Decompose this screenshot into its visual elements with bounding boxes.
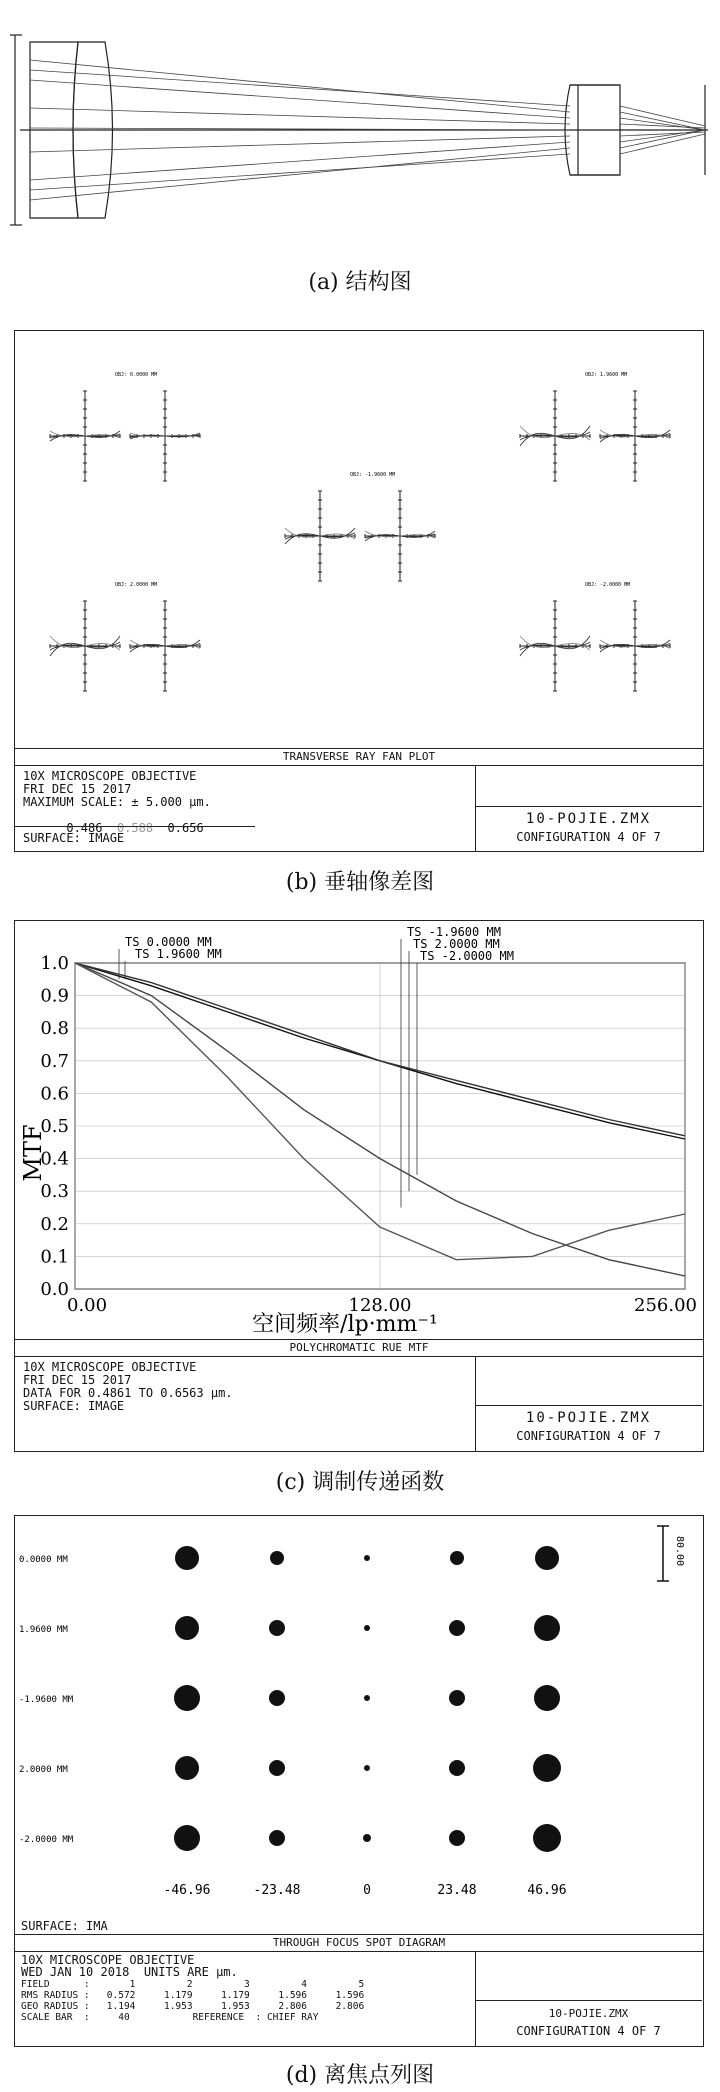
tangential-fan [285, 491, 355, 581]
ray-fan-pair [50, 582, 200, 691]
figure-d-caption: (d) 离焦点列图 [285, 2063, 435, 2088]
mtf-y-tick-label: 0.2 [40, 1213, 69, 1235]
scale-bar [657, 1526, 669, 1581]
mtf-file: 10-POJIE.ZMX [525, 1410, 652, 1426]
spot-col-label: -46.96 [163, 1883, 211, 1898]
mtf-x-tick-label: 128.00 [348, 1295, 412, 1316]
ray-fan-pair [285, 472, 435, 581]
tangential-fan [50, 391, 120, 481]
spot-file: 10-POJIE.ZMX [548, 2007, 629, 2020]
ray-fan-field-label: OBJ: 1.9600 MM [585, 372, 628, 378]
wavelength-1: 0.486 [66, 821, 103, 835]
spot [533, 1824, 561, 1852]
mtf-info-line1: 10X MICROSCOPE OBJECTIVE [23, 1360, 197, 1374]
ray-fan-field-label: OBJ: 0.0000 MM [115, 372, 158, 378]
spot [364, 1765, 370, 1771]
spot [364, 1625, 370, 1631]
sagittal-fan [130, 391, 200, 481]
spot [175, 1616, 199, 1640]
tangential-fan [520, 391, 590, 481]
spot [175, 1546, 199, 1570]
ray-fan-plot-area [15, 331, 702, 751]
spot [364, 1555, 370, 1561]
mtf-y-tick-label: 0.0 [40, 1279, 69, 1300]
spot [449, 1690, 465, 1706]
mtf-x-axis-label: 空间频率/lp·mm⁻¹ [252, 1312, 438, 1337]
spot-row-label: 2.0000 MM [19, 1765, 68, 1775]
mtf-y-tick-label: 0.9 [40, 985, 69, 1007]
ray-fan-info-box [15, 766, 476, 852]
spot [270, 1551, 284, 1565]
sagittal-fan [600, 601, 670, 691]
mtf-y-tick-label: 0.3 [40, 1181, 69, 1203]
ray-fan-info-line3: MAXIMUM SCALE: ± 5.000 µm. [23, 795, 211, 809]
ray-fan-file: 10-POJIE.ZMX [525, 811, 652, 827]
tangential-fan [520, 601, 590, 691]
tangential-fan [50, 601, 120, 691]
ray-fan-pair [520, 582, 670, 691]
mtf-y-tick-label: 0.5 [40, 1116, 69, 1137]
ray-fan-panel [14, 330, 704, 852]
spot-row-label: -1.9600 MM [19, 1695, 74, 1705]
spot [450, 1551, 464, 1565]
figure-b-caption: (b) 垂轴像差图 [285, 870, 435, 895]
spot-col-label: 0 [363, 1883, 371, 1898]
mtf-y-tick-label: 1.0 [40, 953, 69, 974]
spot-col-label: 46.96 [527, 1883, 567, 1898]
mtf-config: CONFIGURATION 4 OF 7 [516, 1429, 661, 1443]
spot [269, 1690, 285, 1706]
mtf-chart [15, 921, 702, 1341]
ray-fan-surface: SURFACE: IMAGE [23, 831, 125, 845]
spot [269, 1620, 285, 1636]
spot-info-line1: 10X MICROSCOPE OBJECTIVE [21, 1953, 195, 1967]
mtf-legend-ts1: TS 0.0000 MM [125, 935, 212, 949]
ray-fan-field-label: OBJ: -1.9600 MM [350, 472, 396, 478]
spot [269, 1830, 285, 1846]
mtf-title: POLYCHROMATIC RUE MTF [15, 1339, 703, 1357]
mtf-info-line3: DATA FOR 0.4861 TO 0.6563 µm. [23, 1386, 233, 1400]
spot [449, 1830, 465, 1846]
spot [363, 1834, 371, 1842]
spot-row-label: 1.9600 MM [19, 1625, 68, 1635]
mtf-legend-ts2: TS 1.9600 MM [135, 947, 222, 961]
ray-fan-field-label: OBJ: 2.0000 MM [115, 582, 158, 588]
spot [269, 1760, 285, 1776]
mtf-legend-ts4: TS 2.0000 MM [413, 937, 500, 951]
mtf-y-axis-label: MTF [19, 1124, 47, 1182]
mtf-y-tick-label: 0.6 [40, 1083, 69, 1105]
mtf-info-line4: SURFACE: IMAGE [23, 1399, 125, 1413]
ray-fan-pair [520, 372, 670, 481]
ray-fan-config: CONFIGURATION 4 OF 7 [516, 830, 661, 844]
spot [534, 1615, 560, 1641]
mtf-info-box [15, 1357, 476, 1452]
spot-info-box [15, 1952, 476, 2047]
ray-fan-pair [50, 372, 200, 481]
sagittal-fan [130, 601, 200, 691]
sagittal-fan [600, 391, 670, 481]
sagittal-fan [365, 491, 435, 581]
wavelength-3: 0.656 [167, 821, 204, 835]
spot-row-label: -2.0000 MM [19, 1835, 74, 1845]
wavelength-2: 0.588 [116, 821, 154, 835]
mtf-file-box [475, 1405, 702, 1453]
lens-layout-drawing [10, 20, 710, 250]
spot [535, 1546, 559, 1570]
spot-diagram-grid [15, 1516, 702, 1926]
mtf-y-tick-label: 0.4 [40, 1148, 69, 1170]
spot [449, 1620, 465, 1636]
scale-bar-label: 80.00 [674, 1536, 685, 1567]
spot-surface: SURFACE: IMA [21, 1919, 108, 1933]
ray-fan-info-line1: 10X MICROSCOPE OBJECTIVE [23, 769, 197, 783]
spot-panel [14, 1515, 704, 2047]
spot-col-label: -23.48 [253, 1883, 301, 1898]
ray-fan-title: TRANSVERSE RAY FAN PLOT [15, 748, 703, 766]
figure-c-caption: (c) 调制传递函数 [275, 1470, 445, 1495]
spot-col-label: 23.48 [437, 1883, 477, 1898]
figure-a-caption: (a) 结构图 [308, 270, 412, 295]
spot [449, 1760, 465, 1776]
mtf-y-tick-label: 0.7 [40, 1050, 69, 1072]
mtf-legend-ts3: TS -1.9600 MM [407, 925, 501, 939]
spot [174, 1685, 200, 1711]
spot [534, 1685, 560, 1711]
mtf-x-tick-label: 0.00 [67, 1295, 108, 1316]
spot-geo-row: GEO RADIUS : 1.194 1.953 1.953 2.806 2.806 [21, 2001, 365, 2012]
spot [533, 1754, 561, 1782]
ray-fan-info-line2: FRI DEC 15 2017 [23, 782, 132, 796]
mtf-legend-ts5: TS -2.0000 MM [420, 949, 514, 963]
spot-file-box [475, 2000, 702, 2048]
spot-config: CONFIGURATION 4 OF 7 [516, 2024, 661, 2038]
ray-fan-field-label: OBJ: -2.0000 MM [585, 582, 631, 588]
spot-rms-row: RMS RADIUS : 0.572 1.179 1.179 1.596 1.596 [21, 1990, 365, 2001]
mtf-y-tick-label: 0.8 [40, 1018, 69, 1040]
mtf-y-tick-label: 0.1 [40, 1246, 69, 1268]
ray-fan-file-box [475, 806, 702, 853]
spot-info-line2: WED JAN 10 2018 UNITS ARE µm. [21, 1965, 238, 1979]
spot [175, 1756, 199, 1780]
spot-row-label: 0.0000 MM [19, 1555, 68, 1565]
mtf-x-tick-label: 256.00 [634, 1295, 697, 1316]
spot-title: THROUGH FOCUS SPOT DIAGRAM [15, 1934, 703, 1952]
ray-fan-info-divider [15, 826, 255, 827]
spot [174, 1825, 200, 1851]
spot-scale-row: SCALE BAR : 40 REFERENCE : CHIEF RAY [21, 2012, 319, 2023]
spot-field-row: FIELD : 1 2 3 4 5 [21, 1979, 365, 1990]
mtf-info-line2: FRI DEC 15 2017 [23, 1373, 132, 1387]
mtf-panel [14, 920, 704, 1452]
spot [364, 1695, 370, 1701]
